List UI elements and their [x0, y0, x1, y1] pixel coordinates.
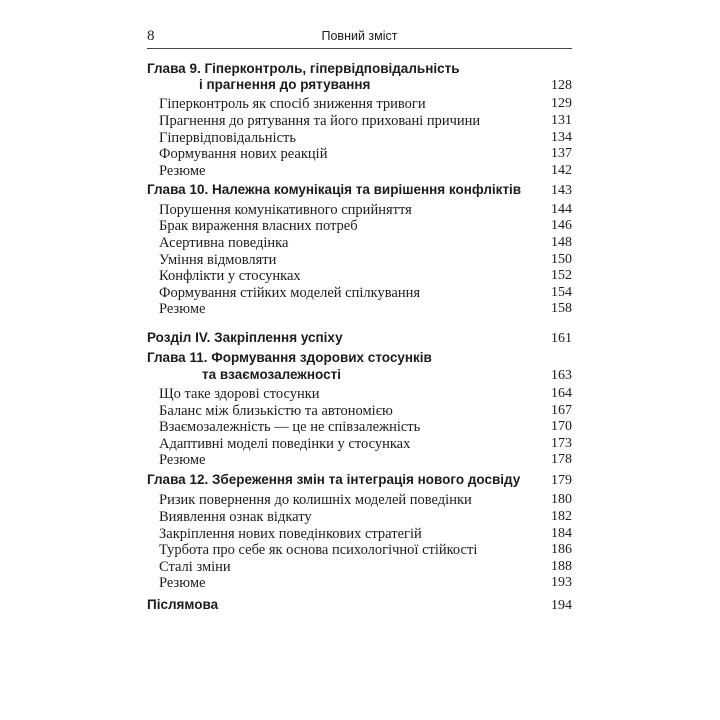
toc-entry-page: 194: [551, 598, 572, 613]
toc-entry-page: 180: [551, 492, 572, 507]
toc-entry-title: Закріплення нових поведінкових стратегій: [159, 526, 422, 542]
toc-entry-page: 188: [551, 559, 572, 574]
toc-entry-page: 184: [551, 526, 572, 541]
toc-entry-title: Глава 9. Гіперконтроль, гіпервідповідальність: [147, 61, 460, 76]
toc-entry-page: 158: [551, 301, 572, 316]
toc-entry-page: 164: [551, 386, 572, 401]
toc-entry-page: 144: [551, 202, 572, 217]
toc-entry-title: Формування стійких моделей спілкування: [159, 285, 421, 301]
toc-entry-title: Виявлення ознак відкату: [159, 509, 312, 525]
toc-entry-title: Гіпервідповідальність: [159, 130, 296, 146]
toc-entry-title: Резюме: [159, 163, 206, 179]
toc-entry-page: 173: [551, 436, 572, 451]
toc-entry-title: Ризик повернення до колишніх моделей поведінки: [159, 492, 472, 508]
toc-entry-title: Що таке здорові стосунки: [159, 386, 320, 402]
toc-entry-page: 146: [551, 218, 572, 233]
toc-entry-page: 154: [551, 285, 572, 300]
toc-entry-title: Брак вираження власних потреб: [159, 218, 358, 234]
toc-entry-page: 163: [551, 368, 572, 383]
toc-entry-page: 148: [551, 235, 572, 250]
toc-entry-page: 152: [551, 268, 572, 283]
toc-entry-page: 170: [551, 419, 572, 434]
toc-entry-title: Резюме: [159, 575, 206, 591]
toc-entry-title: Формування нових реакцій: [159, 146, 328, 162]
toc-entry-title: Глава 10. Належна комунікація та вирішення конфліктів: [147, 182, 522, 197]
toc-entry-page: 186: [551, 542, 572, 557]
toc-entry-title: Взаємозалежність — це не співзалежність: [159, 419, 421, 435]
toc-entry-title: і прагнення до рятування: [199, 77, 371, 92]
toc-entry-page: 150: [551, 252, 572, 267]
toc-entry-page: 128: [551, 78, 572, 93]
toc-entry-title: Турбота про себе як основа психологічної стійкості: [159, 542, 478, 558]
toc-entry-page: 131: [551, 113, 572, 128]
toc-entry-title: Глава 12. Збереження змін та інтеграція нового досвіду: [147, 472, 521, 487]
toc-entry-title: Адаптивні моделі поведінки у стосунках: [159, 436, 411, 452]
toc-entry-title: Конфлікти у стосунках: [159, 268, 301, 284]
toc-entry-title: Уміння відмовляти: [159, 252, 277, 268]
toc-entry-page: 167: [551, 403, 572, 418]
toc-entry-title: Баланс між близькістю та автономією: [159, 403, 393, 419]
toc-entry-page: 143: [551, 183, 572, 198]
toc-entry-title: Розділ IV. Закріплення успіху: [147, 330, 343, 345]
toc-entry-title: та взаємозалежності: [202, 367, 341, 382]
toc-entry-title: Прагнення до рятування та його приховані причини: [159, 113, 481, 129]
toc-entry-title: Резюме: [159, 452, 206, 468]
toc-entry-page: 193: [551, 575, 572, 590]
toc-entry-page: 129: [551, 96, 572, 111]
toc-entry-page: 134: [551, 130, 572, 145]
toc-entry-title: Післямова: [147, 597, 219, 612]
toc-entry-page: 179: [551, 473, 572, 488]
toc-entry-title: Сталі зміни: [159, 559, 231, 575]
toc-entry-page: 137: [551, 146, 572, 161]
toc-entry-page: 178: [551, 452, 572, 467]
toc-entry-title: Гіперконтроль як спосіб зниження тривоги: [159, 96, 426, 112]
page-number: 8: [147, 28, 155, 44]
toc-entry-page: 182: [551, 509, 572, 524]
running-title: Повний зміст: [321, 29, 398, 43]
toc-entry-page: 161: [551, 331, 572, 346]
toc-entry-title: Резюме: [159, 301, 206, 317]
toc-entry-title: Глава 11. Формування здорових стосунків: [147, 350, 432, 365]
toc-entry-page: 142: [551, 163, 572, 178]
toc-entry-title: Порушення комунікативного сприйняття: [159, 202, 412, 218]
toc-entry-title: Асертивна поведінка: [159, 235, 289, 251]
